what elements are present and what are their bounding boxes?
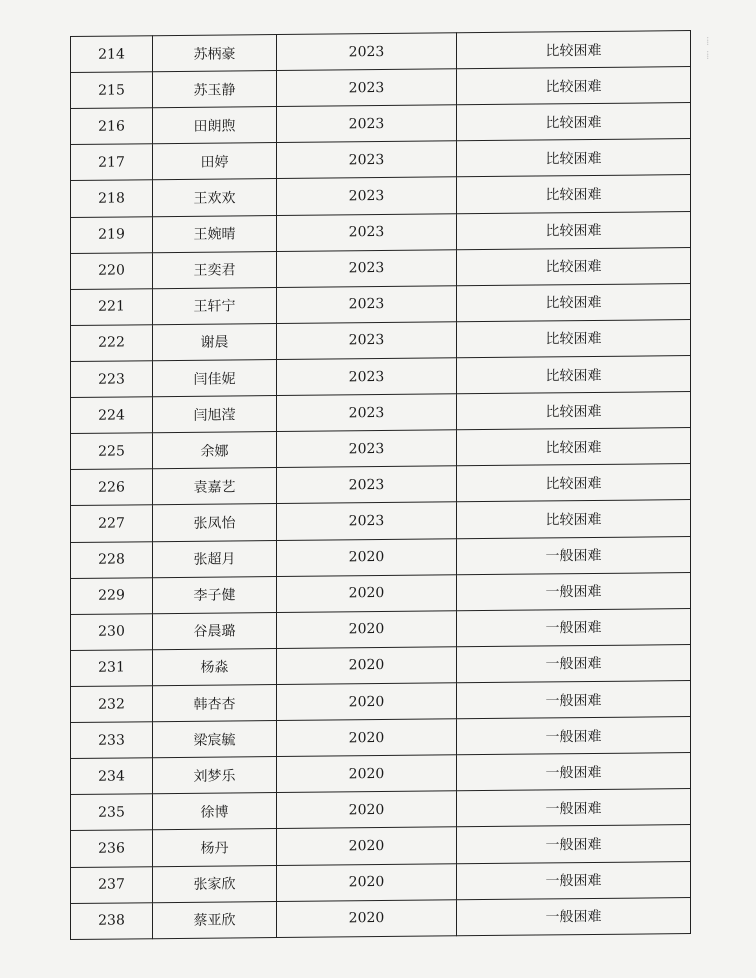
year-cell: 2020: [277, 827, 457, 865]
difficulty-level-cell: 比较困难: [457, 428, 691, 466]
row-number-cell: 219: [71, 216, 153, 253]
table-row: [71, 897, 691, 939]
student-name-cell: 蔡亚欣: [153, 901, 277, 939]
year-cell: 2023: [277, 33, 457, 71]
student-name-cell: 王奕君: [153, 251, 277, 288]
student-name-cell: 谷晨璐: [153, 612, 277, 649]
student-name-cell: 田婷: [153, 143, 277, 180]
table-row: [71, 717, 691, 759]
document-sheet: [70, 30, 690, 940]
row-number-cell: 218: [71, 180, 153, 217]
student-name-cell: 苏柄豪: [153, 35, 277, 72]
student-name-cell: 徐博: [153, 793, 277, 830]
difficulty-level-cell: 一般困难: [457, 644, 691, 682]
difficulty-level-cell: 比较困难: [457, 31, 691, 69]
table-row: [71, 247, 691, 289]
difficulty-level-cell: 比较困难: [457, 247, 691, 285]
table-row: [71, 211, 691, 253]
year-cell: 2023: [277, 69, 457, 107]
student-table: [70, 30, 691, 940]
row-number-cell: 221: [71, 288, 153, 325]
table-row: [71, 789, 691, 831]
year-cell: 2023: [277, 394, 457, 432]
table-row: [71, 175, 691, 217]
year-cell: 2020: [277, 791, 457, 829]
table-row: [71, 392, 691, 434]
difficulty-level-cell: 一般困难: [457, 861, 691, 899]
row-number-cell: 233: [71, 722, 153, 759]
row-number-cell: 222: [71, 325, 153, 362]
year-cell: 2020: [277, 683, 457, 721]
row-number-cell: 236: [71, 830, 153, 867]
row-number-cell: 223: [71, 361, 153, 398]
difficulty-level-cell: 一般困难: [457, 753, 691, 791]
row-number-cell: 220: [71, 252, 153, 289]
year-cell: 2020: [277, 719, 457, 757]
year-cell: 2020: [277, 899, 457, 937]
row-number-cell: 228: [71, 541, 153, 578]
row-number-cell: 227: [71, 505, 153, 542]
table-row: [71, 536, 691, 578]
row-number-cell: 229: [71, 577, 153, 614]
difficulty-level-cell: 比较困难: [457, 392, 691, 430]
year-cell: 2023: [277, 286, 457, 324]
year-cell: 2023: [277, 213, 457, 251]
row-number-cell: 215: [71, 72, 153, 109]
table-body: [71, 31, 691, 940]
student-name-cell: 韩杏杏: [153, 684, 277, 721]
row-number-cell: 217: [71, 144, 153, 181]
difficulty-level-cell: 比较困难: [457, 211, 691, 249]
table-row: [71, 31, 691, 73]
table-row: [71, 283, 691, 325]
difficulty-level-cell: 比较困难: [457, 319, 691, 357]
row-number-cell: 225: [71, 433, 153, 470]
table-row: [71, 103, 691, 145]
student-name-cell: 张超月: [153, 540, 277, 577]
year-cell: 2020: [277, 574, 457, 612]
student-name-cell: 闫旭滢: [153, 396, 277, 433]
table-row: [71, 67, 691, 109]
difficulty-level-cell: 一般困难: [457, 536, 691, 574]
year-cell: 2023: [277, 249, 457, 287]
row-number-cell: 216: [71, 108, 153, 145]
table-row: [71, 464, 691, 506]
student-name-cell: 谢晨: [153, 323, 277, 360]
student-name-cell: 杨淼: [153, 648, 277, 685]
difficulty-level-cell: 比较困难: [457, 500, 691, 538]
difficulty-level-cell: 一般困难: [457, 572, 691, 610]
difficulty-level-cell: 一般困难: [457, 717, 691, 755]
difficulty-level-cell: 一般困难: [457, 608, 691, 646]
table-row: [71, 681, 691, 723]
year-cell: 2023: [277, 502, 457, 540]
student-name-cell: 袁嘉艺: [153, 468, 277, 505]
difficulty-level-cell: 比较困难: [457, 175, 691, 213]
difficulty-level-cell: 比较困难: [457, 464, 691, 502]
difficulty-level-cell: 比较困难: [457, 67, 691, 105]
table-row: [71, 428, 691, 470]
student-name-cell: 杨丹: [153, 829, 277, 866]
table-row: [71, 644, 691, 686]
year-cell: 2023: [277, 105, 457, 143]
table-row: [71, 319, 691, 361]
student-name-cell: 张凤怡: [153, 504, 277, 541]
year-cell: 2020: [277, 611, 457, 649]
row-number-cell: 230: [71, 613, 153, 650]
difficulty-level-cell: 比较困难: [457, 283, 691, 321]
student-name-cell: 王婉晴: [153, 215, 277, 252]
year-cell: 2023: [277, 358, 457, 396]
student-name-cell: 苏玉静: [153, 71, 277, 108]
row-number-cell: 234: [71, 758, 153, 795]
difficulty-level-cell: 一般困难: [457, 789, 691, 827]
year-cell: 2023: [277, 141, 457, 179]
year-cell: 2020: [277, 538, 457, 576]
student-name-cell: 余娜: [153, 432, 277, 469]
row-number-cell: 226: [71, 469, 153, 506]
table-row: [71, 139, 691, 181]
year-cell: 2023: [277, 466, 457, 504]
student-name-cell: 李子健: [153, 576, 277, 613]
student-name-cell: 闫佳妮: [153, 360, 277, 397]
difficulty-level-cell: 一般困难: [457, 897, 691, 936]
row-number-cell: 224: [71, 397, 153, 434]
table-row: [71, 572, 691, 614]
difficulty-level-cell: 一般困难: [457, 825, 691, 863]
table-row: [71, 753, 691, 795]
student-name-cell: 张家欣: [153, 865, 277, 902]
table-row: [71, 861, 691, 903]
row-number-cell: 232: [71, 686, 153, 723]
difficulty-level-cell: 比较困难: [457, 103, 691, 141]
scan-artifact: ⁞ ⁞: [706, 34, 710, 62]
year-cell: 2023: [277, 177, 457, 215]
student-name-cell: 王欢欢: [153, 179, 277, 216]
student-name-cell: 田朗煦: [153, 107, 277, 144]
row-number-cell: 237: [71, 866, 153, 903]
table-row: [71, 500, 691, 542]
difficulty-level-cell: 比较困难: [457, 356, 691, 394]
year-cell: 2020: [277, 647, 457, 685]
year-cell: 2020: [277, 755, 457, 793]
difficulty-level-cell: 一般困难: [457, 681, 691, 719]
table-row: [71, 825, 691, 867]
student-name-cell: 刘梦乐: [153, 757, 277, 794]
row-number-cell: 235: [71, 794, 153, 831]
row-number-cell: 238: [71, 902, 153, 939]
row-number-cell: 231: [71, 650, 153, 687]
year-cell: 2023: [277, 322, 457, 360]
table-row: [71, 356, 691, 398]
year-cell: 2020: [277, 863, 457, 901]
year-cell: 2023: [277, 430, 457, 468]
table-row: [71, 608, 691, 650]
row-number-cell: 214: [71, 36, 153, 73]
student-name-cell: 梁宸毓: [153, 721, 277, 758]
difficulty-level-cell: 比较困难: [457, 139, 691, 177]
student-name-cell: 王轩宁: [153, 287, 277, 324]
